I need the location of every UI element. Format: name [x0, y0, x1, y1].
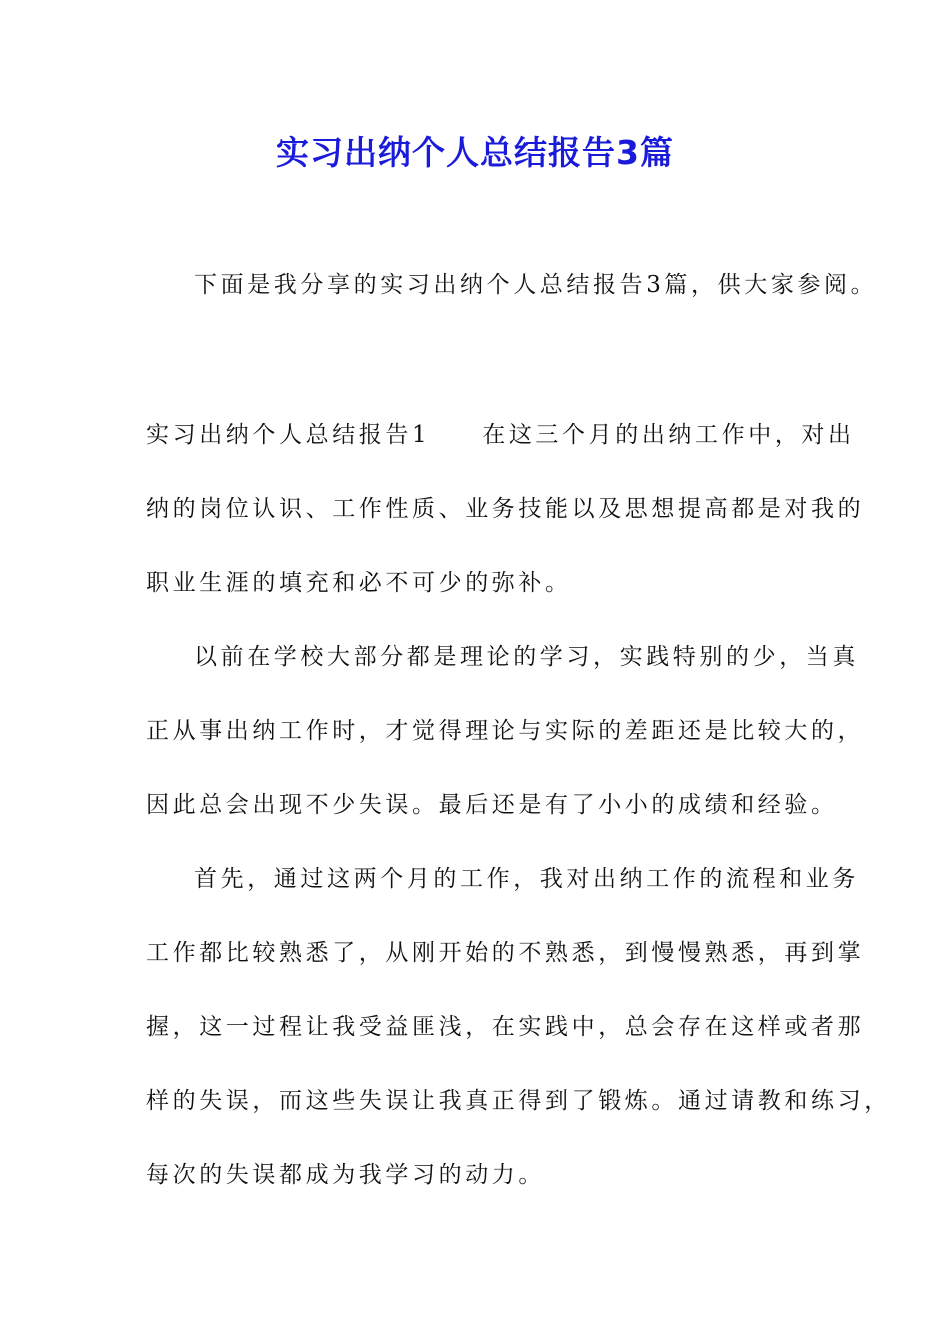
section-heading: 实习出纳个人总结报告1: [146, 422, 431, 448]
paragraph-line: 以前在学校大部分都是理论的学习，实践特别的少，当真: [194, 644, 859, 670]
paragraph-line: 工作都比较熟悉了，从刚开始的不熟悉，到慢慢熟悉，再到掌: [146, 940, 865, 966]
intro-paragraph: 下面是我分享的实习出纳个人总结报告3篇，供大家参阅。: [194, 272, 878, 298]
paragraph-line: 因此总会出现不少失误。最后还是有了小小的成绩和经验。: [146, 792, 838, 818]
paragraph-line: 每次的失误都成为我学习的动力。: [146, 1162, 545, 1188]
paragraph-line: 纳的岗位认识、工作性质、业务技能以及思想提高都是对我的: [146, 496, 865, 522]
section-1: [146, 398, 891, 1212]
paragraph-line: 样的失误，而这些失误让我真正得到了锻炼。通过请教和练习，: [146, 1088, 891, 1114]
paragraph-line: 正从事出纳工作时，才觉得理论与实际的差距还是比较大的，: [146, 718, 865, 744]
paragraph-line: 首先，通过这两个月的工作，我对出纳工作的流程和业务: [194, 866, 859, 892]
document-title: 实习出纳个人总结报告3篇: [276, 133, 674, 172]
paragraph-text: 在这三个月的出纳工作中，对出: [482, 422, 855, 448]
paragraph-line: [146, 398, 855, 472]
paragraph-line: 职业生涯的填充和必不可少的弥补。: [146, 570, 572, 596]
paragraph-line: 握，这一过程让我受益匪浅，在实践中，总会存在这样或者那: [146, 1014, 865, 1040]
